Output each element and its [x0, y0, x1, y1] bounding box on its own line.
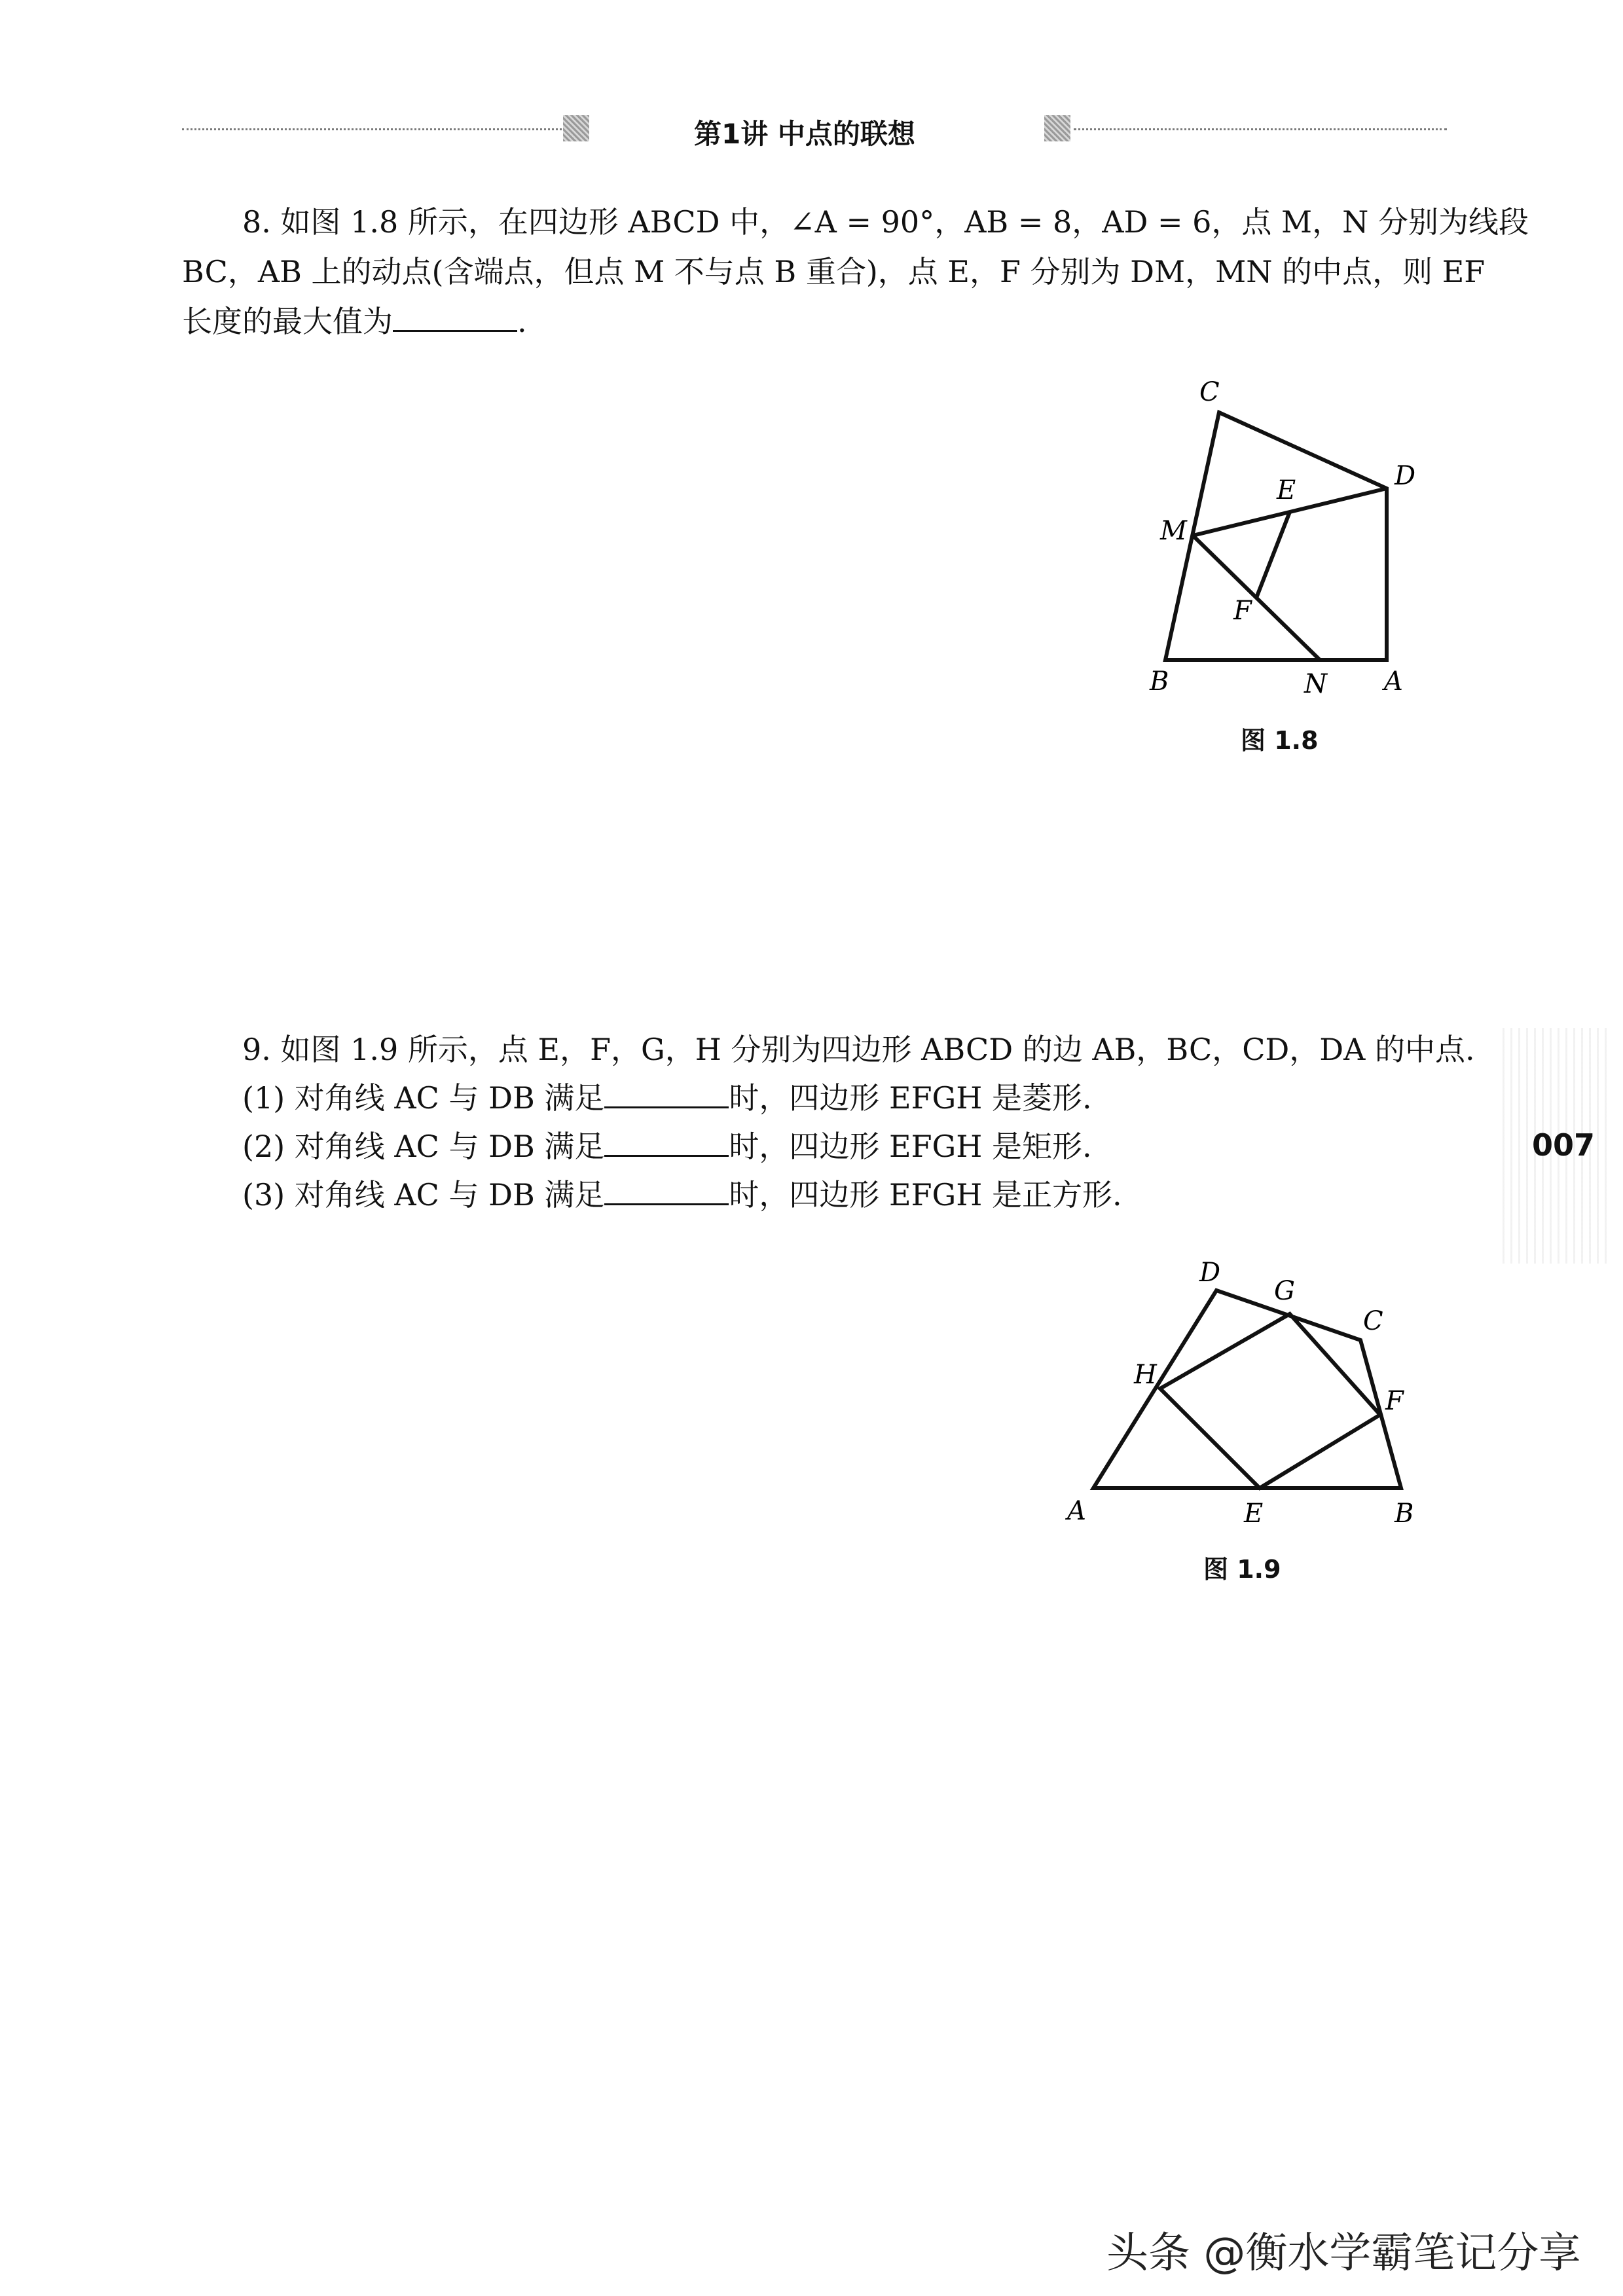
- page-number: 007: [1532, 1127, 1596, 1163]
- label-b: B: [1150, 666, 1169, 697]
- problem9-q3-text: (3) 对角线 AC 与 DB 满足: [242, 1177, 605, 1212]
- label-c: C: [1199, 377, 1220, 407]
- problem8-line1: 8. 如图 1.8 所示，在四边形 ABCD 中，∠A = 90°，AB = 8，AD = 6，点 M，N 分别为线段: [242, 204, 1529, 240]
- figure-1-8-caption: 图 1.8: [1241, 726, 1319, 755]
- answer-blank-9-3: [604, 1177, 729, 1205]
- problem8-line3: [182, 304, 527, 340]
- label-n: N: [1304, 669, 1327, 699]
- problem8-line3-text: 长度的最大值为: [182, 304, 393, 339]
- label-h: H: [1134, 1360, 1157, 1390]
- header-ornament-left: [563, 115, 589, 141]
- quadrilateral-abcd: [1165, 412, 1387, 660]
- segment-ef: [1256, 512, 1290, 598]
- figure-1-8: [1126, 367, 1467, 707]
- label-a-fig9: A: [1067, 1496, 1086, 1526]
- label-f: F: [1233, 596, 1252, 626]
- label-e-fig9: E: [1244, 1499, 1264, 1529]
- answer-blank-9-2: [604, 1129, 729, 1157]
- label-e: E: [1277, 475, 1296, 505]
- figure-1-9: [1054, 1247, 1447, 1548]
- problem9-q1: [242, 1080, 1092, 1116]
- problem8-line2: BC，AB 上的动点(含端点，但点 M 不与点 B 重合)，点 E，F 分别为 DM，MN 的中点，则 EF: [182, 254, 1486, 289]
- chapter-title: 第1讲 中点的联想: [694, 118, 915, 150]
- problem9-q2-end: 时，四边形 EFGH 是矩形.: [729, 1129, 1092, 1164]
- problem9-q2: [242, 1129, 1092, 1165]
- problem9-q3: [242, 1177, 1122, 1213]
- problem9-q3-end: 时，四边形 EFGH 是正方形.: [729, 1177, 1122, 1212]
- problem9-q2-text: (2) 对角线 AC 与 DB 满足: [242, 1129, 605, 1164]
- header-rule-left: [182, 128, 562, 130]
- label-f-fig9: F: [1385, 1386, 1404, 1416]
- watermark-text: 头条 @衡水学霸笔记分享: [1106, 2229, 1581, 2278]
- header-rule-right: [1074, 128, 1447, 130]
- label-g: G: [1274, 1276, 1295, 1306]
- answer-blank-9-1: [604, 1080, 729, 1108]
- answer-blank-8: [393, 304, 517, 332]
- problem8-line3-end: .: [517, 304, 527, 339]
- label-m: M: [1160, 516, 1187, 546]
- label-b-fig9: B: [1395, 1499, 1414, 1529]
- label-d: D: [1395, 461, 1416, 491]
- figure-1-9-caption: 图 1.9: [1203, 1555, 1281, 1584]
- label-c-fig9: C: [1363, 1306, 1383, 1336]
- header-ornament-right: [1044, 115, 1070, 141]
- label-d-fig9: D: [1199, 1258, 1221, 1288]
- quadrilateral-efgh: [1160, 1314, 1380, 1488]
- problem9-line1: 9. 如图 1.9 所示，点 E，F，G，H 分别为四边形 ABCD 的边 AB，BC，CD，DA 的中点.: [242, 1032, 1475, 1067]
- label-a: A: [1384, 666, 1403, 697]
- problem9-q1-text: (1) 对角线 AC 与 DB 满足: [242, 1080, 605, 1116]
- problem9-q1-end: 时，四边形 EFGH 是菱形.: [729, 1080, 1092, 1116]
